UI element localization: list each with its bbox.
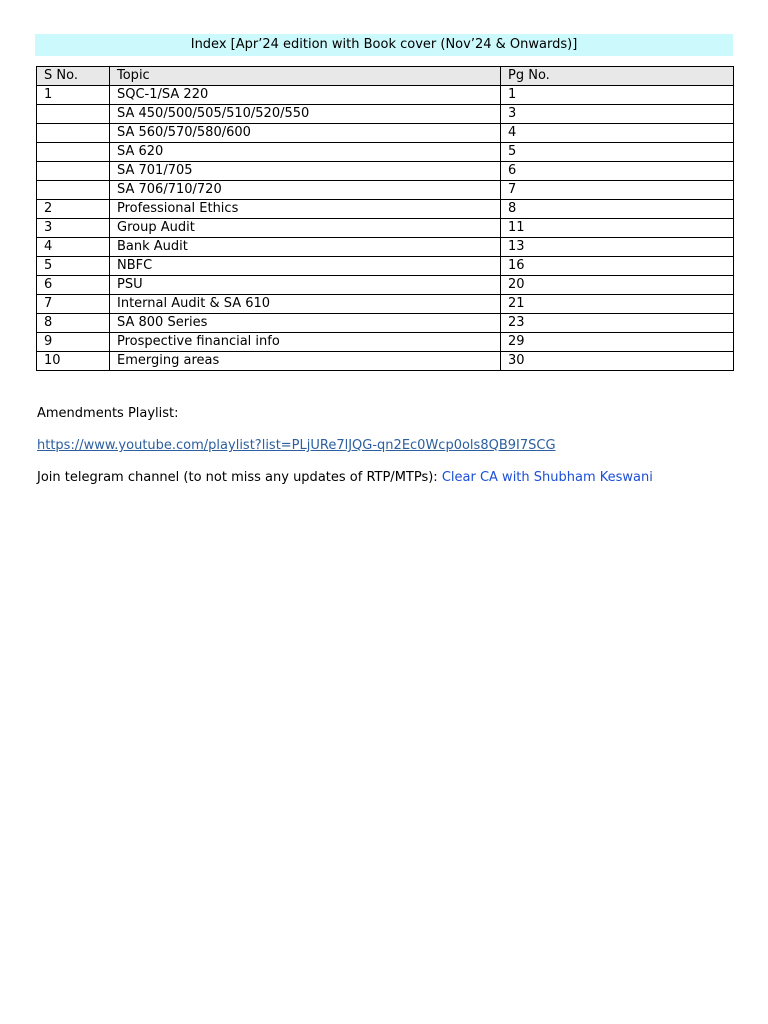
cell-pg-no: 4 [501, 124, 734, 143]
index-title: Index [Apr’24 edition with Book cover (Nov’24 & Onwards)] [35, 34, 733, 56]
table-row [37, 181, 734, 200]
table-row [37, 314, 734, 333]
table-row [37, 333, 734, 352]
cell-topic: Bank Audit [110, 238, 501, 257]
cell-pg-no: 1 [501, 86, 734, 105]
table-row [37, 86, 734, 105]
cell-topic: SA 706/710/720 [110, 181, 501, 200]
cell-topic: SA 701/705 [110, 162, 501, 181]
cell-pg-no: 3 [501, 105, 734, 124]
table-row [37, 238, 734, 257]
cell-s-no [37, 181, 110, 200]
cell-topic: PSU [110, 276, 501, 295]
table-row [37, 257, 734, 276]
cell-pg-no: 30 [501, 352, 734, 371]
cell-pg-no: 29 [501, 333, 734, 352]
telegram-line [37, 470, 653, 485]
cell-s-no: 7 [37, 295, 110, 314]
header-topic: Topic [110, 67, 501, 86]
cell-pg-no: 11 [501, 219, 734, 238]
cell-s-no [37, 124, 110, 143]
cell-pg-no: 7 [501, 181, 734, 200]
header-s-no: S No. [37, 67, 110, 86]
cell-s-no [37, 143, 110, 162]
cell-s-no [37, 162, 110, 181]
table-row [37, 352, 734, 371]
table-body [37, 86, 734, 371]
cell-topic: Internal Audit & SA 610 [110, 295, 501, 314]
cell-pg-no: 5 [501, 143, 734, 162]
cell-pg-no: 16 [501, 257, 734, 276]
cell-topic: Professional Ethics [110, 200, 501, 219]
cell-pg-no: 21 [501, 295, 734, 314]
cell-topic: Group Audit [110, 219, 501, 238]
cell-topic: SQC-1/SA 220 [110, 86, 501, 105]
cell-topic: Prospective financial info [110, 333, 501, 352]
table-row [37, 200, 734, 219]
table-row [37, 162, 734, 181]
cell-s-no: 1 [37, 86, 110, 105]
cell-pg-no: 8 [501, 200, 734, 219]
cell-s-no: 8 [37, 314, 110, 333]
cell-s-no [37, 105, 110, 124]
cell-pg-no: 6 [501, 162, 734, 181]
cell-s-no: 6 [37, 276, 110, 295]
index-table [36, 66, 734, 371]
cell-topic: SA 800 Series [110, 314, 501, 333]
amendments-playlist-link[interactable]: https://www.youtube.com/playlist?list=PLjURe7lJQG-qn2Ec0Wcp0ols8QB9I7SCG [37, 438, 556, 453]
cell-pg-no: 13 [501, 238, 734, 257]
telegram-text: Join telegram channel (to not miss any updates of RTP/MTPs): [37, 470, 442, 485]
cell-s-no: 9 [37, 333, 110, 352]
cell-s-no: 5 [37, 257, 110, 276]
table-row [37, 143, 734, 162]
cell-topic: Emerging areas [110, 352, 501, 371]
table-row [37, 295, 734, 314]
amendments-playlist-label: Amendments Playlist: [37, 406, 179, 421]
cell-s-no: 2 [37, 200, 110, 219]
cell-topic: NBFC [110, 257, 501, 276]
table-header-row [37, 67, 734, 86]
cell-s-no: 3 [37, 219, 110, 238]
cell-topic: SA 450/500/505/510/520/550 [110, 105, 501, 124]
telegram-channel-link[interactable]: Clear CA with Shubham Keswani [441, 470, 653, 485]
header-pg-no: Pg No. [501, 67, 734, 86]
cell-pg-no: 23 [501, 314, 734, 333]
cell-pg-no: 20 [501, 276, 734, 295]
table-row [37, 276, 734, 295]
cell-topic: SA 620 [110, 143, 501, 162]
table-row [37, 124, 734, 143]
cell-topic: SA 560/570/580/600 [110, 124, 501, 143]
cell-s-no: 10 [37, 352, 110, 371]
table-row [37, 105, 734, 124]
cell-s-no: 4 [37, 238, 110, 257]
table-row [37, 219, 734, 238]
